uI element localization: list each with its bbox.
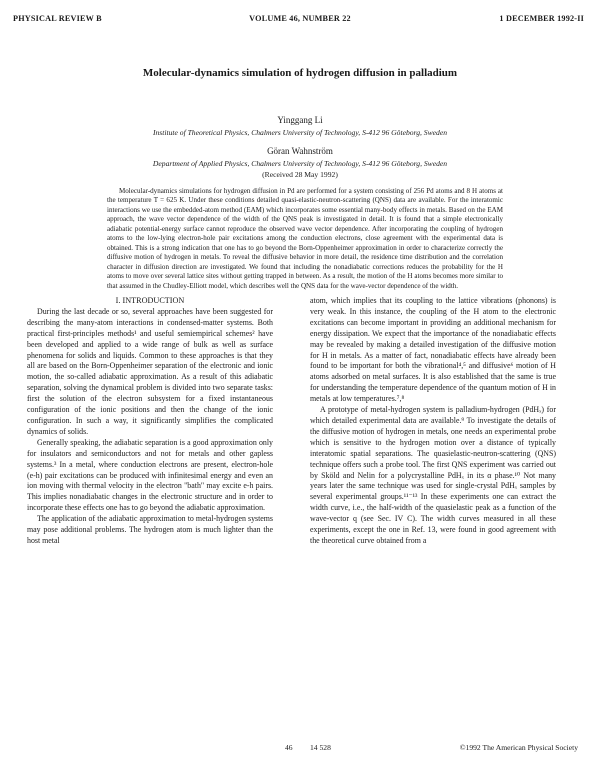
received-date: (Received 28 May 1992) (262, 170, 338, 179)
running-header (0, 14, 600, 26)
paragraph: A prototype of metal-hydrogen system is palladium-hydrogen (PdHₓ) for which detailed experimental data are available.⁹ To investigate the details of the diffusive motion of hydrogen in metals, one needs an experimental probe which is sensitive to the hydrogen motion over a distance of typically interatomic spatial separations. The quasielastic-neutron-scattering (QNS) technique offers such a probe tool. The first QNS experiment was carried out by Sköld and Nelin for a polycrystalline PdHₓ in its α phase.¹⁰ Not many years later the same technique was used for single-crystal PdHₓ samples by several experimental groups.¹¹⁻¹³ In these experiments one can extract the width curve, i.e., the half-width of the quasielastic peak as a function of the wave-vector q (see Sec. IV C). The width curves measured in all these experiments, except the one in Ref. 13, were found in good agreement with the theoretical curve obtained from a (310, 405, 556, 545)
author-name: Yinggang Li (277, 115, 323, 125)
paragraph: Generally speaking, the adiabatic separation is a good approximation only for insulators and semiconductors and not for metals and other gapless systems.³ In a metal, where conduction electrons are present, electron-hole (e-h) pair excitations can be produced with infinitesimal energy and even an ion moving with thermal velocity in the electron "bath" may excite e-h pairs. This implies nonadiabatic changes in the electronic structure and in order to incorporate these effects one has to go beyond the adiabatic approximation. (27, 437, 273, 513)
right-column (310, 296, 556, 547)
issue-date: 1 DECEMBER 1992-II (499, 14, 584, 23)
author-affiliation: Department of Applied Physics, Chalmers University of Technology, S-412 96 Göteborg, Sweden (152, 159, 448, 168)
article-title: Molecular-dynamics simulation of hydrogen diffusion in palladium (142, 67, 458, 79)
abstract-text: Molecular-dynamics simulations for hydrogen diffusion in Pd are performed for a system consisting of 256 Pd atoms and 8 H atoms at the temperature T = 625 K. Under these conditions detailed quasi-elastic-neutron-scattering (QNS) data are available. For the interatomic interactions we use the embedded-atom method (EAM) which incorporates some essential many-body effects in metals. Based on the EAM approach, the wave vector dependence of the width of the QNS peak is investigated in detail. It is found that a simple electronically adiabatic potential-energy surface cannot reproduce the observed wave vector dependence. After incorporating the coupling of hydrogen atoms to the low-lying electron-hole pair excitations among the conduction electrons, close agreement with the experimental data is obtained. This is a strong indication that one has to go beyond the Born-Oppenheimer approximation in order to characterize correctly the diffusive motion of hydrogen in metals. To reveal the diffusive behavior in more detail, the residence time distribution and the correlation character in diffusion direction are investigated. We found that including the nonadiabatic corrections reduces the probability for the H atoms to move over several lattice sites without getting trapped in between. As a result, the motion of the H atoms becomes more similar to that assumed in the Chudley-Elliott model, which describes well the QNS data for the wave-vector dependence of the width. (107, 187, 503, 290)
abstract (107, 187, 503, 291)
paragraph: During the last decade or so, several approaches have been suggested for describing the many-atom interactions in condensed-matter systems. Both practical first-principles methods¹ and useful semiempirical schemes² have been developed and applied to a wide range of bulk as well as surface phenomena for solids and liquids. Common to these approaches is that they all are based on the Born-Oppenheimer separation of the electronic and ionic motion, the so-called adiabatic approximation. As a result of this adiabatic separation, solving the dynamical problem is divided into two separate tasks: first the solution of the electron subsystem for a fixed instantaneous configuration of the ionic positions and then the change of the ionic configuration. In such a way, it significantly simplifies the complicated dynamics of solids. (27, 306, 273, 436)
paragraph: The application of the adiabatic approximation to metal-hydrogen systems may pose additional problems. The hydrogen atom is much lighter than the host metal (27, 514, 273, 545)
section-heading: I. INTRODUCTION (115, 296, 185, 305)
copyright-notice: ©1992 The American Physical Society (459, 743, 578, 752)
page-footer (0, 743, 600, 755)
left-column (27, 296, 273, 547)
article-number: 14 528 (310, 743, 331, 752)
page-number: 46 (285, 743, 293, 752)
volume-info: VOLUME 46, NUMBER 22 (249, 14, 351, 23)
journal-name: PHYSICAL REVIEW B (13, 14, 102, 23)
author-name: Göran Wahnström (267, 146, 333, 156)
author-affiliation: Institute of Theoretical Physics, Chalmers University of Technology, S-412 96 Göteborg, Sweden (152, 128, 447, 137)
paragraph: atom, which implies that its coupling to the lattice vibrations (phonons) is very weak. In this instance, the coupling of the H atom to the electronic excitations can become important in providing an additional mechanism for energy dissipation. We expect that the importance of the nonadiabatic effects may be revealed by making a detailed investigation of the diffusive motion for H in metals. As a matter of fact, nonadiabatic effects have already been found to be important for both the vibrational⁴,⁵ and diffusive⁶ motion of H atoms adsorbed on metal surfaces. It is also established that the same is true for understanding the temperature dependence of the quantum motion of H in metals at low temperatures.⁷,⁸ (310, 296, 556, 404)
